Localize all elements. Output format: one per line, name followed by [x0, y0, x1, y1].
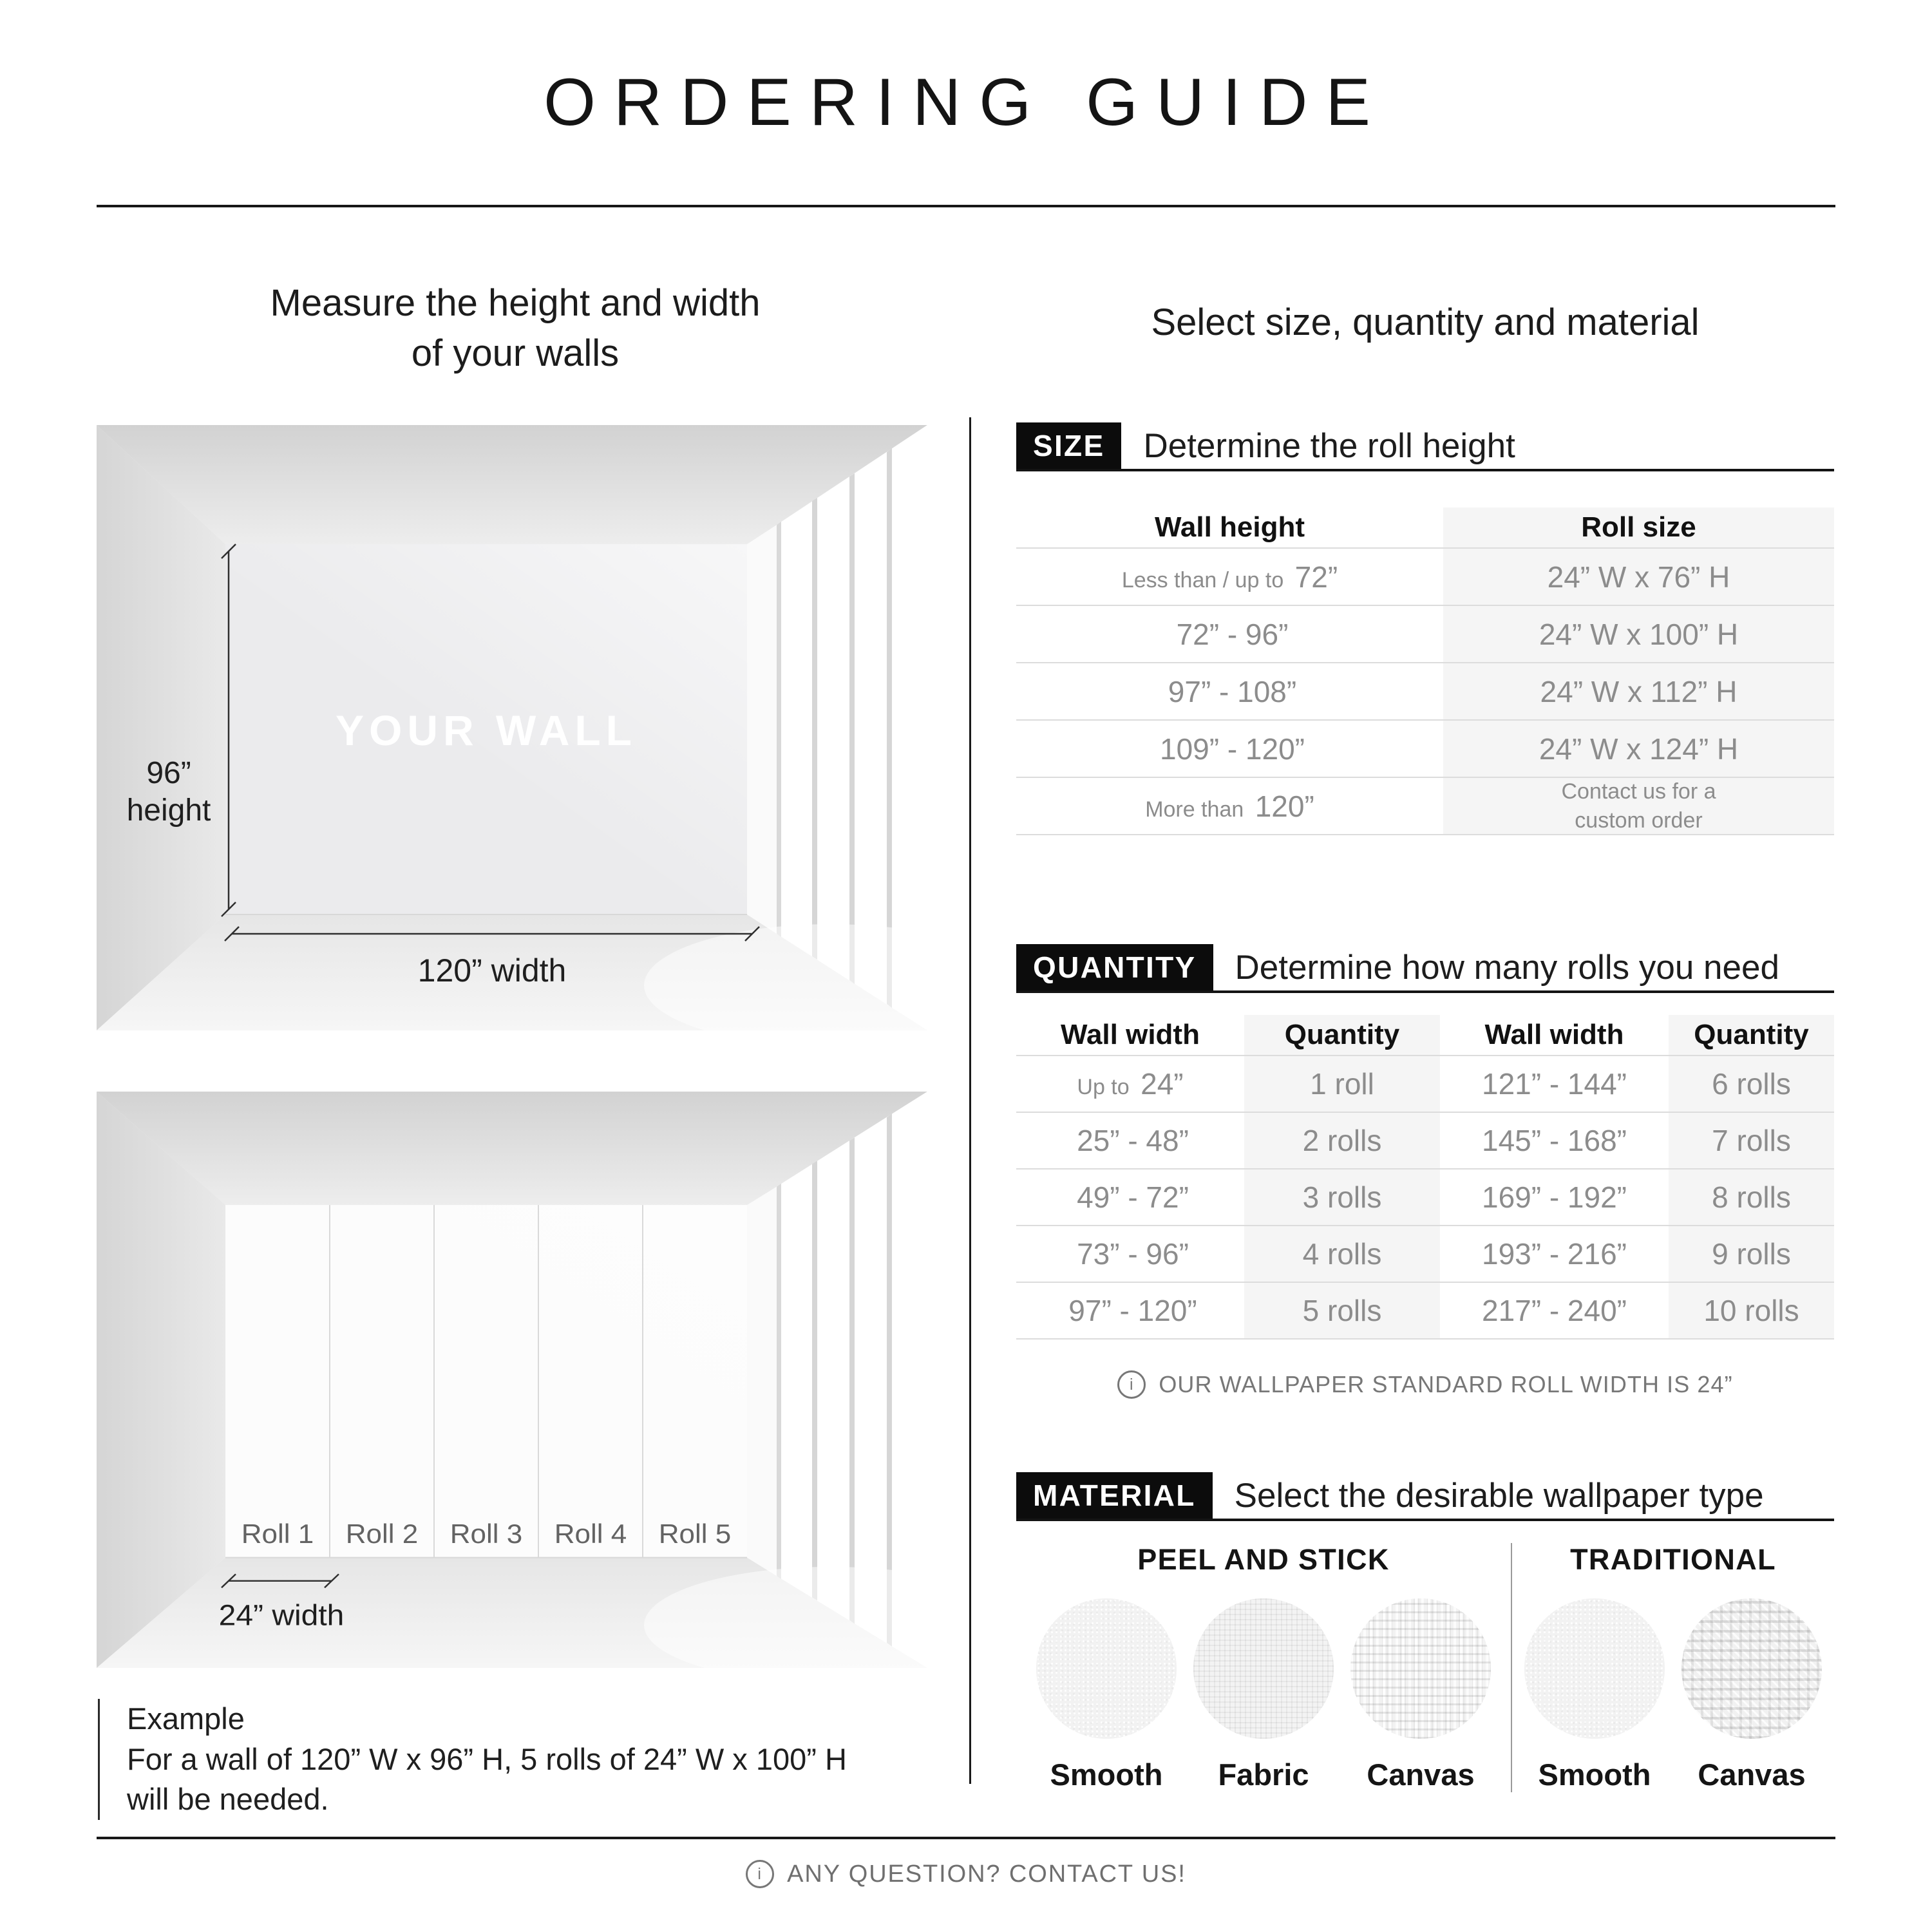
size-row-wall-height: 97” - 108”	[1016, 663, 1443, 721]
canvas-texture-swatch	[1681, 1598, 1822, 1739]
size-section-header	[1016, 422, 1834, 469]
material-badge: MATERIAL	[1016, 1472, 1213, 1519]
info-icon: i	[1117, 1370, 1146, 1399]
qty-col-quantity: Quantity	[1244, 1015, 1440, 1056]
qty-wall-width: 25” - 48”	[1016, 1113, 1244, 1170]
material-option-smooth: Smooth	[1036, 1598, 1177, 1792]
size-table	[1016, 507, 1834, 835]
quantity-badge: QUANTITY	[1016, 944, 1213, 990]
size-row-roll-size: Contact us for a custom order	[1443, 778, 1834, 835]
qty-quantity: 9 rolls	[1669, 1226, 1834, 1283]
material-group-title: TRADITIONAL	[1570, 1543, 1776, 1576]
roll-width-note	[1016, 1370, 1834, 1399]
size-row-roll-size: 24” W x 124” H	[1443, 721, 1834, 778]
material-section-header	[1016, 1472, 1834, 1519]
example-line2: will be needed.	[127, 1782, 329, 1816]
wall-width-label: 120” width	[417, 952, 567, 989]
material-subtitle: Select the desirable wallpaper type	[1234, 1476, 1764, 1515]
size-subtitle: Determine the roll height	[1143, 426, 1515, 465]
qty-wall-width: 217” - 240”	[1440, 1283, 1669, 1340]
material-group-title: PEEL AND STICK	[1137, 1543, 1390, 1576]
size-row-wall-height: Less than / up to 72”	[1016, 549, 1443, 606]
size-row-roll-size: 24” W x 76” H	[1443, 549, 1834, 606]
size-col-wall-height: Wall height	[1016, 507, 1443, 549]
material-group-peel-and-stick	[1016, 1543, 1512, 1792]
material-group-traditional	[1512, 1543, 1834, 1792]
footer-text: ANY QUESTION? CONTACT US!	[787, 1860, 1186, 1888]
qty-wall-width: 97” - 120”	[1016, 1283, 1244, 1340]
page-title: ORDERING GUIDE	[544, 65, 1388, 140]
qty-col-wall-width: Wall width	[1440, 1015, 1669, 1056]
qty-quantity: 3 rolls	[1244, 1170, 1440, 1226]
qty-quantity: 5 rolls	[1244, 1283, 1440, 1340]
wall-height-value: 96”	[146, 756, 191, 790]
size-col-roll-size: Roll size	[1443, 507, 1834, 549]
qty-quantity: 4 rolls	[1244, 1226, 1440, 1283]
roll-panel-label: Roll 4	[554, 1519, 627, 1549]
material-option-fabric: Fabric	[1193, 1598, 1334, 1792]
size-row-wall-height: More than 120”	[1016, 778, 1443, 835]
qty-col-quantity: Quantity	[1669, 1015, 1834, 1056]
qty-wall-width: 73” - 96”	[1016, 1226, 1244, 1283]
quantity-table	[1016, 1015, 1834, 1340]
roll-panel-label: Roll 3	[450, 1519, 523, 1549]
smooth-texture-swatch	[1524, 1598, 1665, 1739]
qty-quantity: 10 rolls	[1669, 1283, 1834, 1340]
example-line1: For a wall of 120” W x 96” H, 5 rolls of 24” W x 100” H	[127, 1741, 847, 1776]
qty-col-wall-width: Wall width	[1016, 1015, 1244, 1056]
roll-panel-label: Roll 5	[658, 1519, 732, 1549]
wall-measurement-illustration	[97, 425, 927, 1030]
left-heading-line2: of your walls	[411, 332, 620, 375]
wall-height-word: height	[126, 793, 211, 828]
qty-wall-width: Up to 24”	[1016, 1056, 1244, 1113]
left-heading-line1: Measure the height and width	[270, 282, 761, 324]
qty-quantity: 6 rolls	[1669, 1056, 1834, 1113]
footer-divider	[97, 1837, 1835, 1839]
qty-wall-width: 193” - 216”	[1440, 1226, 1669, 1283]
roll-panel-label: Roll 1	[241, 1519, 314, 1549]
footer-note	[0, 1860, 1932, 1888]
qty-wall-width: 121” - 144”	[1440, 1056, 1669, 1113]
roll-width-label: 24” width	[218, 1598, 345, 1632]
material-option-canvas: Canvas	[1681, 1598, 1822, 1792]
material-option-smooth: Smooth	[1524, 1598, 1665, 1792]
qty-wall-width: 49” - 72”	[1016, 1170, 1244, 1226]
example-title: Example	[127, 1701, 245, 1736]
qty-quantity: 7 rolls	[1669, 1113, 1834, 1170]
material-option-canvas: Canvas	[1350, 1598, 1491, 1792]
left-column-heading	[97, 278, 934, 379]
info-icon: i	[746, 1860, 774, 1888]
smooth-texture-swatch	[1036, 1598, 1177, 1739]
quantity-subtitle: Determine how many rolls you need	[1235, 948, 1779, 987]
quantity-section-header	[1016, 944, 1834, 990]
qty-wall-width: 169” - 192”	[1440, 1170, 1669, 1226]
roll-layout-illustration	[97, 1092, 927, 1668]
qty-quantity: 1 roll	[1244, 1056, 1440, 1113]
roll-panel-label: Roll 2	[345, 1519, 419, 1549]
roll-width-note-text: OUR WALLPAPER STANDARD ROLL WIDTH IS 24”	[1159, 1371, 1733, 1397]
right-column-heading: Select size, quantity and material	[1151, 301, 1700, 343]
material-groups	[1016, 1543, 1834, 1792]
column-divider	[969, 417, 971, 1784]
qty-quantity: 2 rolls	[1244, 1113, 1440, 1170]
size-badge: SIZE	[1016, 422, 1121, 469]
canvas-texture-swatch	[1350, 1598, 1491, 1739]
size-row-roll-size: 24” W x 100” H	[1443, 606, 1834, 663]
size-row-wall-height: 72” - 96”	[1016, 606, 1443, 663]
size-row-roll-size: 24” W x 112” H	[1443, 663, 1834, 721]
qty-wall-width: 145” - 168”	[1440, 1113, 1669, 1170]
size-row-wall-height: 109” - 120”	[1016, 721, 1443, 778]
example-note	[98, 1699, 932, 1820]
top-divider	[97, 205, 1835, 207]
your-wall-label: YOUR WALL	[336, 706, 637, 754]
qty-quantity: 8 rolls	[1669, 1170, 1834, 1226]
fabric-texture-swatch	[1193, 1598, 1334, 1739]
